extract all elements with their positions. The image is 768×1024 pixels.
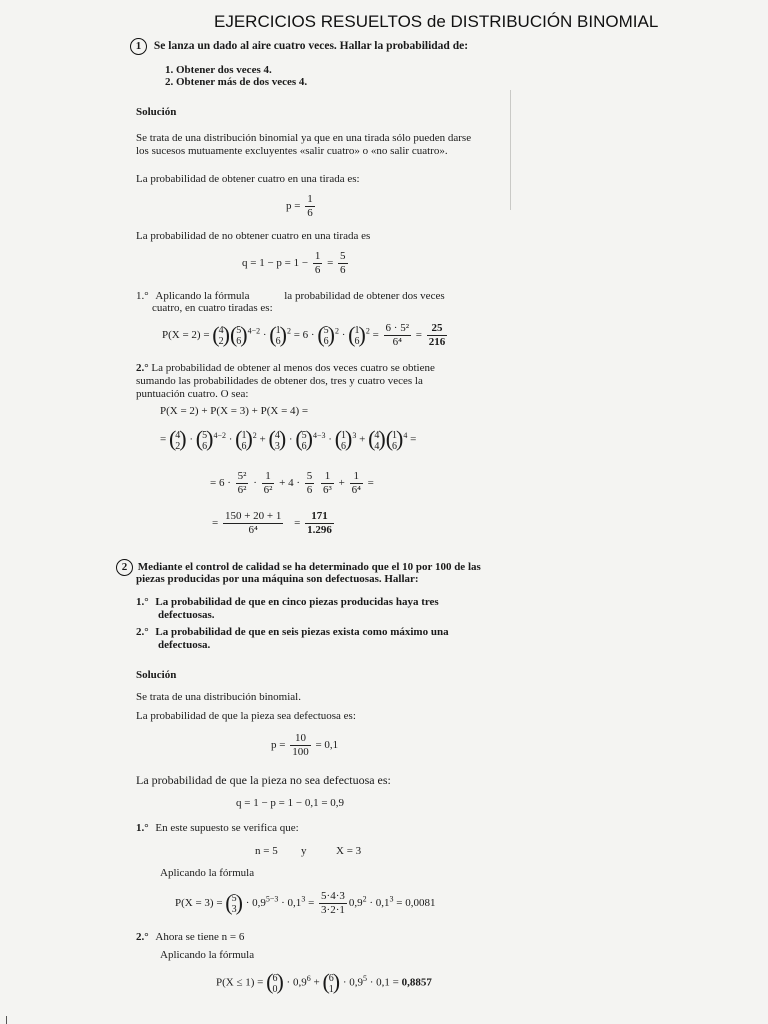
- exercise-2-step-1-n: n = 5: [255, 845, 278, 857]
- exercise-2-number: 2: [116, 559, 133, 576]
- p-lhs: p =: [286, 200, 301, 213]
- exercise-2-item-1-b: defectuosas.: [158, 609, 215, 621]
- exercise-2-step-1-formula: P(X = 3) = (5 $3) \cdot 0,9^{5-3} \cdot 0,1^3$ = $\frac{5\cdot 4\cdot 3}{3\cdot 2\cdot 1}$ $0,9^2 \cdot 0,1^3 = 0,0081$: [175, 889, 436, 916]
- step-1-result-den: 216: [428, 336, 446, 348]
- ex2-p-den: 100: [292, 746, 309, 758]
- exercise-1-q-formula: [242, 250, 350, 277]
- step-2-frac-a-num: 150 + 20 + 1: [224, 510, 282, 522]
- q-f1-num: 1: [314, 250, 321, 262]
- ex2-item-1-label: 1.°: [136, 596, 149, 608]
- ex2-p-fraction: [290, 732, 311, 759]
- exercise-1-item-1: 1. Obtener dos veces 4.: [165, 64, 272, 76]
- exercise-1-q-text: La probabilidad de no obtener cuatro en una tirada es: [136, 230, 371, 242]
- exercise-2-statement-a: Mediante el control de calidad se ha determinado que el 10 por 100 de las: [137, 561, 481, 573]
- exercise-2-item-2-b: defectuosa.: [158, 639, 211, 651]
- ex2-step-1-label: 1.°: [136, 822, 149, 834]
- exercise-2-intro: Se trata de una distribución binomial.: [136, 691, 301, 703]
- step-2-frac-a: [223, 510, 283, 537]
- ex2-p-lhs: p =: [271, 739, 286, 752]
- ex2-step-1-lhs: P(X = 3) =: [175, 897, 223, 910]
- ex2-step-1-result: 0,0081: [405, 897, 436, 910]
- fraction-1-6-paren: (1 6): [269, 321, 287, 348]
- p-fraction: [305, 193, 315, 220]
- exercise-2-q-formula: q = 1 − p = 1 − 0,1 = 0,9: [236, 797, 345, 809]
- exercise-1-step-1-formula: P(X = 2) = (4 2)(5 6)$^{4-2}$ · (1 6)$^2$ = 6 · (5 6)$^2$ · (1 6)$^2$ = $\frac{\text{6 · 5²}}{\text{6⁴}}$ = $\frac{25}{216}$: [162, 321, 446, 348]
- q-f2-den: 6: [340, 264, 346, 276]
- step-1-result: [427, 322, 448, 349]
- step-1-frac-mid: $\frac{\text{6 · 5²}}{\text{6⁴}}$: [385, 322, 409, 348]
- exercise-2-step-2-apply: Aplicando la fórmula: [160, 949, 255, 961]
- exercise-1-item-2: 2. Obtener más de dos veces 4.: [165, 76, 308, 88]
- ex2-step-2-lhs: P(X ≤ 1) =: [216, 976, 264, 989]
- exercise-1-number: 1: [130, 38, 147, 55]
- step-2-result-den: 1.296: [307, 524, 332, 536]
- ex2-step-2-result: 0,8857: [401, 976, 432, 989]
- exercise-1-p-text: La probabilidad de obtener cuatro en una tirada es:: [136, 173, 360, 185]
- fraction-1-6-paren-b: (1 6): [348, 321, 366, 348]
- step-1-text-b: la probabilidad de obtener dos veces: [284, 290, 445, 302]
- q-f2-num: 5: [340, 250, 346, 262]
- ex2-p-rhs: = 0,1: [315, 739, 339, 752]
- exercise-2-statement-b: piezas producidas por una máquina son defectuosas. Hallar:: [136, 573, 419, 585]
- ex2-item-2-label: 2.°: [136, 626, 149, 638]
- exercise-2-step-1-apply: Aplicando la fórmula: [160, 867, 255, 879]
- fraction-5-6-paren-b: (5 6): [317, 321, 335, 348]
- q-f1-den: 6: [314, 264, 321, 276]
- exercise-1-statement: Se lanza un dado al aire cuatro veces. Hallar la probabilidad de:: [153, 40, 469, 52]
- exercise-1-solution-heading: Solución: [136, 106, 177, 118]
- step-1-lhs: P(X = 2) =: [162, 329, 210, 342]
- step-1-label: 1.°: [136, 290, 149, 302]
- scan-artifact-mark: [6, 1016, 7, 1024]
- exercise-2-step-1-x: X = 3: [336, 845, 362, 857]
- p-num: 1: [307, 193, 313, 205]
- q-fraction-1: [313, 250, 323, 277]
- exercise-2-item-2: [136, 626, 449, 638]
- ex2-step-1-text: En este supuesto se verifica que:: [155, 822, 299, 834]
- exercise-1-step-2-line-2: = (4 2) · (5 6)$^{4-2}$ · (1 6)$^2$ + (4 3) · (5 6)$^{4-3}$ · (1 6)$^3$ + (4 4)(1 6)$^4$ =: [160, 426, 417, 452]
- exercise-2-p-text: La probabilidad de que la pieza sea defectuosa es:: [136, 710, 356, 722]
- exercise-1-step-1-text: [136, 290, 445, 302]
- exercise-2-step-2-formula: P(X ≤ 1) = (6 $0) \cdot 0,9^6 + (6$ $1) \cdot 0,9^5 \cdot 0,1 = 0,8857$: [216, 969, 432, 995]
- q-expr: q = 1 − p = 1 −: [242, 257, 309, 270]
- ex2-item-2-text-a: La probabilidad de que en seis piezas exista como máximo una: [155, 626, 449, 638]
- step-2-result: [305, 510, 334, 537]
- scan-artifact-line: [510, 90, 511, 210]
- ex2-step-2-text: Ahora se tiene n = 6: [155, 931, 245, 943]
- ex2-item-1-text-a: La probabilidad de que en cinco piezas producidas haya tres: [155, 596, 439, 608]
- ex2-p-num: 10: [290, 732, 311, 746]
- p-den: 6: [307, 207, 313, 219]
- exercise-2-step-1: [136, 822, 299, 834]
- exercise-2-q-text: La probabilidad de que la pieza no sea defectuosa es:: [136, 773, 391, 787]
- step-1-result-num: 25: [427, 322, 448, 336]
- exercise-2-item-1: [136, 596, 439, 608]
- exercise-1-step-2-line-3: = 6 · $\frac{\text{5²}}{\text{6²}}$ · $\frac{1}{\text{6²}}$ + 4 · $\frac{5}{6}$ $\frac{1}{\text{6³}}$ + $\frac{1}{\text{6⁴}}$ =: [210, 470, 374, 496]
- exercise-2-step-1-y: y: [301, 845, 307, 857]
- page-title: EJERCICIOS RESUELTOS de DISTRIBUCIÓN BINOMIAL: [214, 12, 659, 31]
- exercise-2-solution-heading: Solución: [136, 669, 177, 681]
- exercise-1-step-2-line-1: P(X = 2) + P(X = 3) + P(X = 4) =: [160, 405, 309, 417]
- step-1-text-a: Aplicando la fórmula: [155, 290, 250, 302]
- step-2-text: La probabilidad de obtener al menos dos veces cuatro se obtiene sumando las probabilidades de obtener dos, tres y cuatro veces la puntuación cuatro. O sea:: [136, 362, 435, 400]
- exercise-1-intro: Se trata de una distribución binomial ya que en una tirada sólo pueden darse los sucesos mutuamente excluyentes «salir cuatro» o «no salir cuatro».: [136, 132, 472, 157]
- step-2-result-num: 171: [305, 510, 334, 524]
- exercise-2-p-formula: [271, 732, 338, 759]
- q-fraction-2: [338, 250, 348, 277]
- exercise-1-step-2: [136, 362, 472, 401]
- exercise-1-step-2-line-4: = $\frac{150 + 20 + 1}{\text{6⁴}}$ = $\frac{171}{1.296}$: [212, 510, 332, 536]
- exercise-1-p-formula: [286, 193, 317, 220]
- binomial-4-2: (4 2): [212, 321, 230, 348]
- step-2-frac-a-den: 6⁴: [248, 524, 258, 536]
- fraction-5-6-paren: (5 6): [229, 321, 248, 348]
- exercise-2-step-2: [136, 931, 244, 943]
- exercise-1-heading: [130, 38, 468, 55]
- q-equals: =: [327, 257, 334, 270]
- step-2-label: 2.°: [136, 362, 149, 374]
- exercise-1-step-1-text-c: cuatro, en cuatro tiradas es:: [152, 302, 273, 314]
- ex2-step-2-label: 2.°: [136, 931, 149, 943]
